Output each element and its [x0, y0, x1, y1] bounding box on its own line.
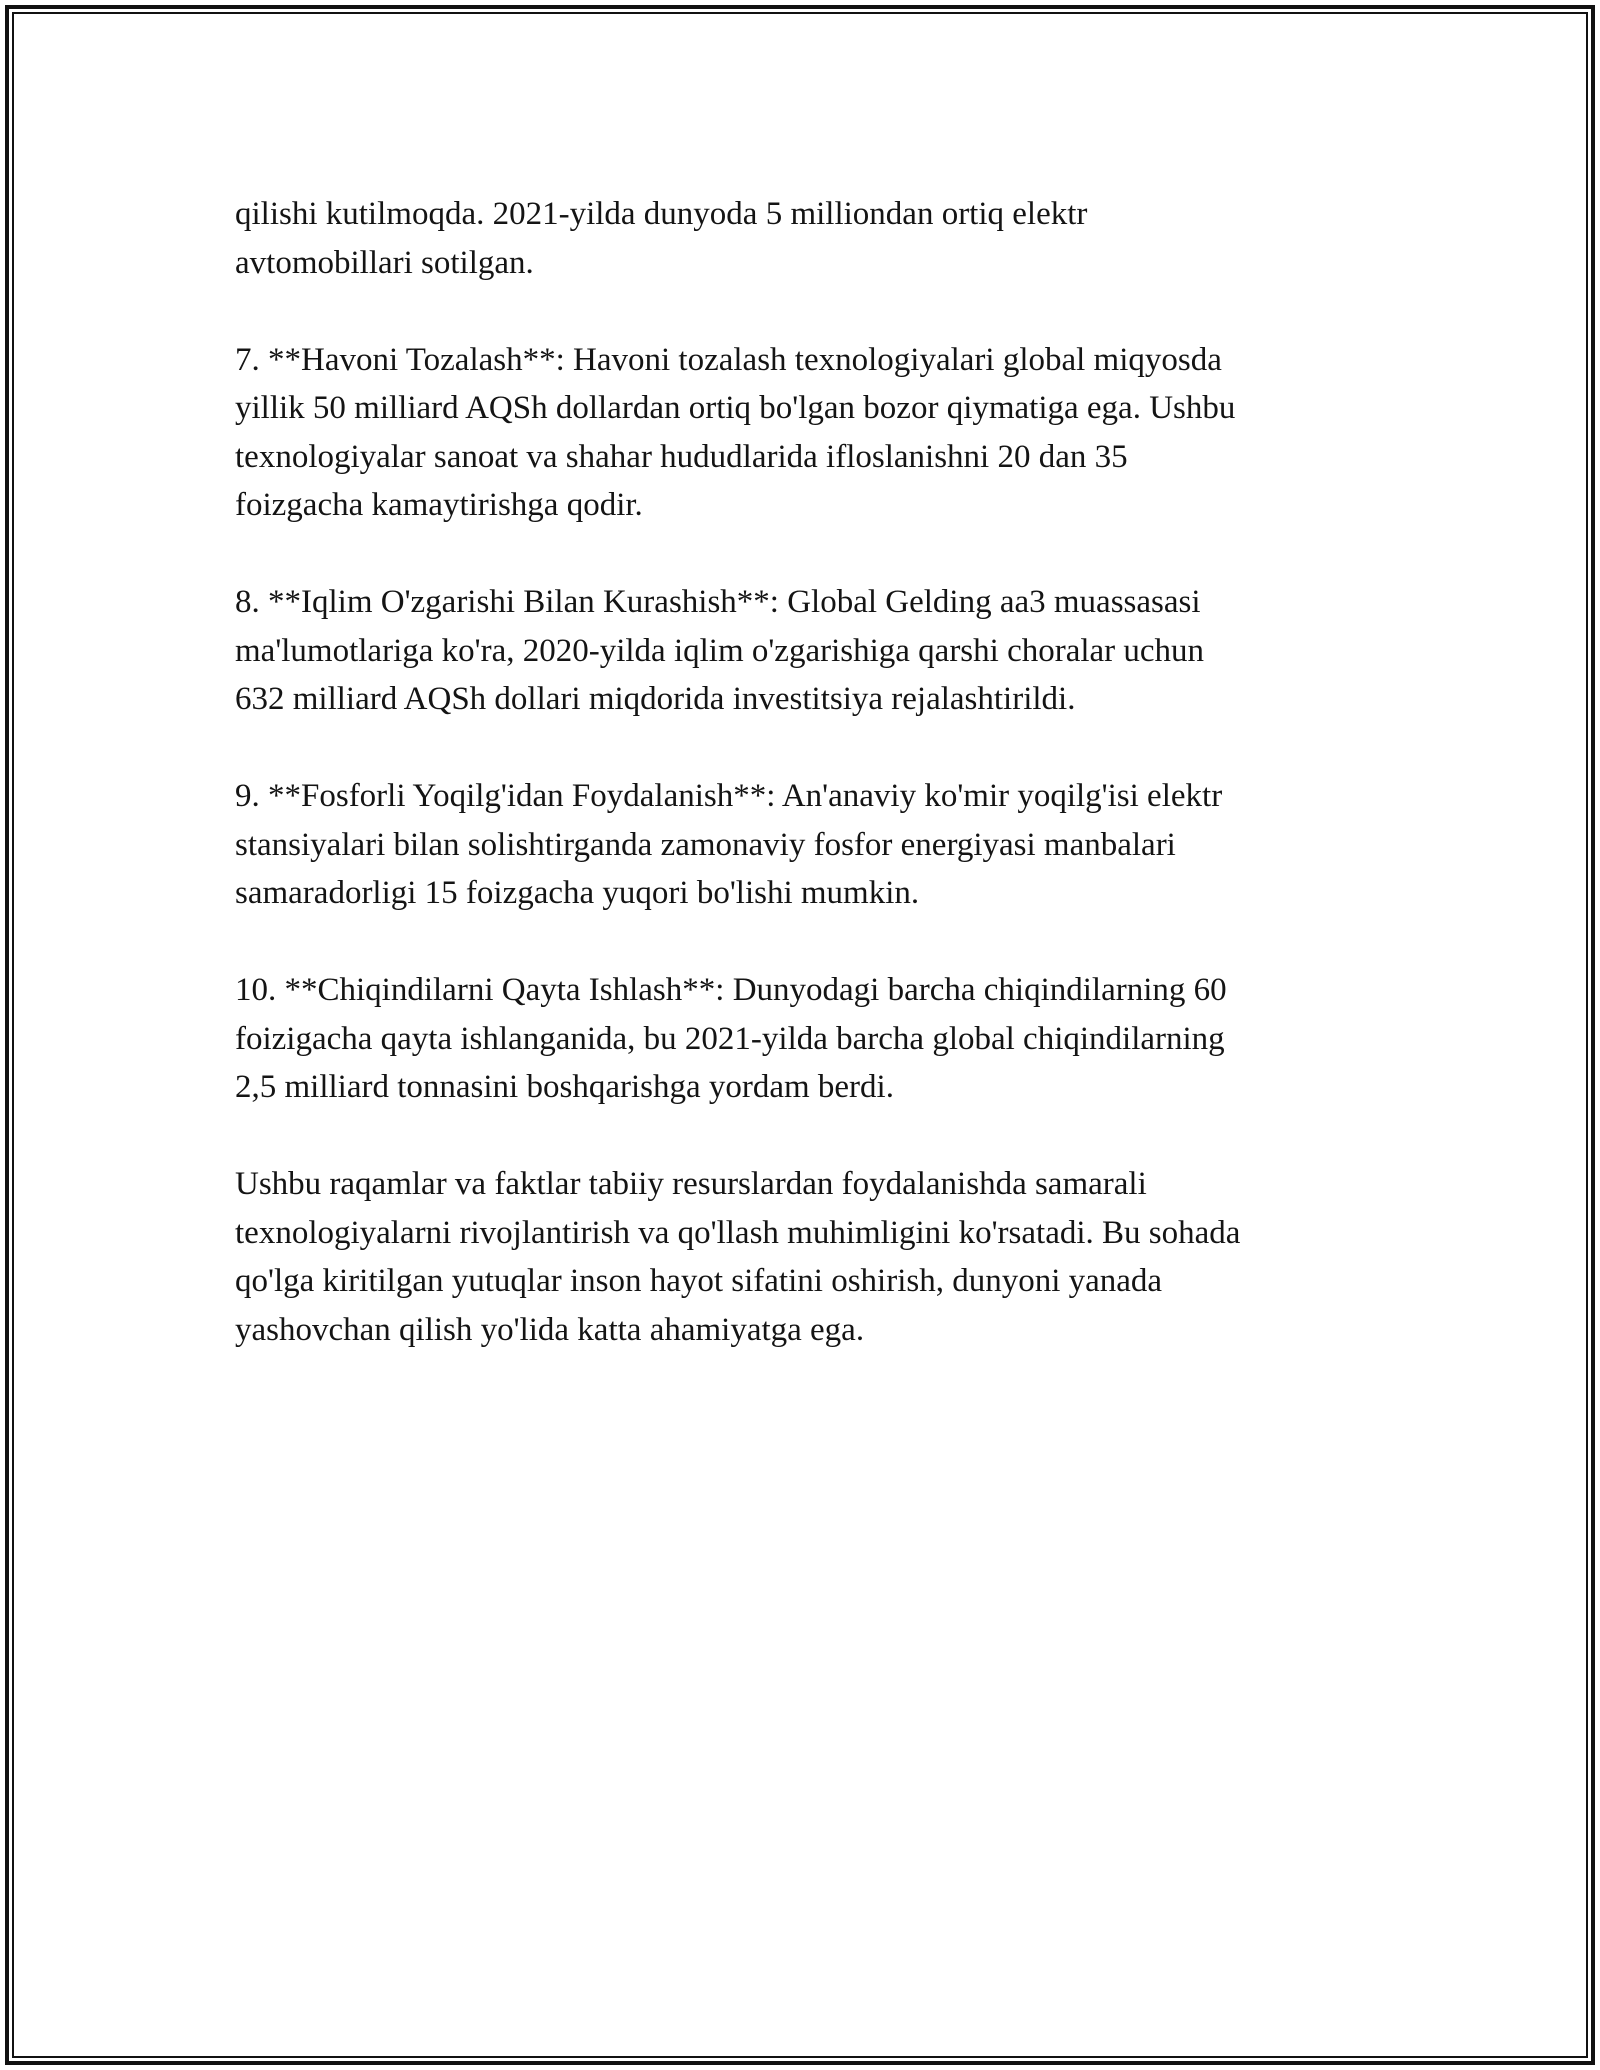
document-body [235, 190, 1365, 1403]
text-line: 9. **Fosforli Yoqilg'idan Foydalanish**: An'anaviy ko'mir yoqilg'isi elektr [235, 778, 1223, 814]
text-line: avtomobillari sotilgan. [235, 244, 534, 281]
paragraph-item-10-waste-recycling [235, 966, 1365, 1112]
paragraph-conclusion [235, 1160, 1365, 1354]
text-line: samaradorligi 15 foizgacha yuqori bo'lishi mumkin. [235, 875, 920, 911]
text-line: qo'lga kiritilgan yutuqlar inson hayot sifatini oshirish, dunyoni yanada [235, 1263, 1163, 1299]
text-line: ma'lumotlariga ko'ra, 2020-yilda iqlim o'zgarishiga qarshi choralar uchun [235, 632, 1205, 669]
text-line: 8. **Iqlim O'zgarishi Bilan Kurashish**: Global Gelding aa3 muassasasi [235, 584, 1201, 620]
paragraph-item-7-air-cleaning [235, 336, 1365, 530]
text-line: stansiyalari bilan solishtirganda zamonaviy fosfor energiyasi manbalari [235, 826, 1176, 863]
text-line: foizigacha qayta ishlanganida, bu 2021-yilda barcha global chiqindilarning [235, 1020, 1225, 1057]
paragraph-item-8-climate-change [235, 578, 1365, 724]
text-line: foizgacha kamaytirishga qodir. [235, 487, 643, 523]
text-line: texnologiyalar sanoat va shahar hududlarida ifloslanishni 20 dan 35 [235, 438, 1128, 475]
text-line: yashovchan qilish yo'lida katta ahamiyatga ega. [235, 1311, 865, 1348]
paragraph-ev-sales [235, 190, 1365, 287]
text-line: texnologiyalarni rivojlantirish va qo'llash muhimligini ko'rsatadi. Bu sohada [235, 1214, 1241, 1251]
text-line: qilishi kutilmoqda. 2021-yilda dunyoda 5 milliondan ortiq elektr [235, 196, 1088, 232]
text-line: 7. **Havoni Tozalash**: Havoni tozalash texnologiyalari global miqyosda [235, 341, 1222, 378]
text-line: 632 milliard AQSh dollari miqdorida investitsiya rejalashtirildi. [235, 681, 1076, 717]
text-line: yillik 50 milliard AQSh dollardan ortiq bo'lgan bozor qiymatiga ega. Ushbu [235, 390, 1236, 426]
text-line: 10. **Chiqindilarni Qayta Ishlash**: Dunyodagi barcha chiqindilarning 60 [235, 972, 1227, 1008]
text-line: Ushbu raqamlar va faktlar tabiiy resurslardan foydalanishda samarali [235, 1166, 1147, 1202]
paragraph-item-9-phosphorus-fuel [235, 772, 1365, 918]
text-line: 2,5 milliard tonnasini boshqarishga yordam berdi. [235, 1069, 894, 1105]
